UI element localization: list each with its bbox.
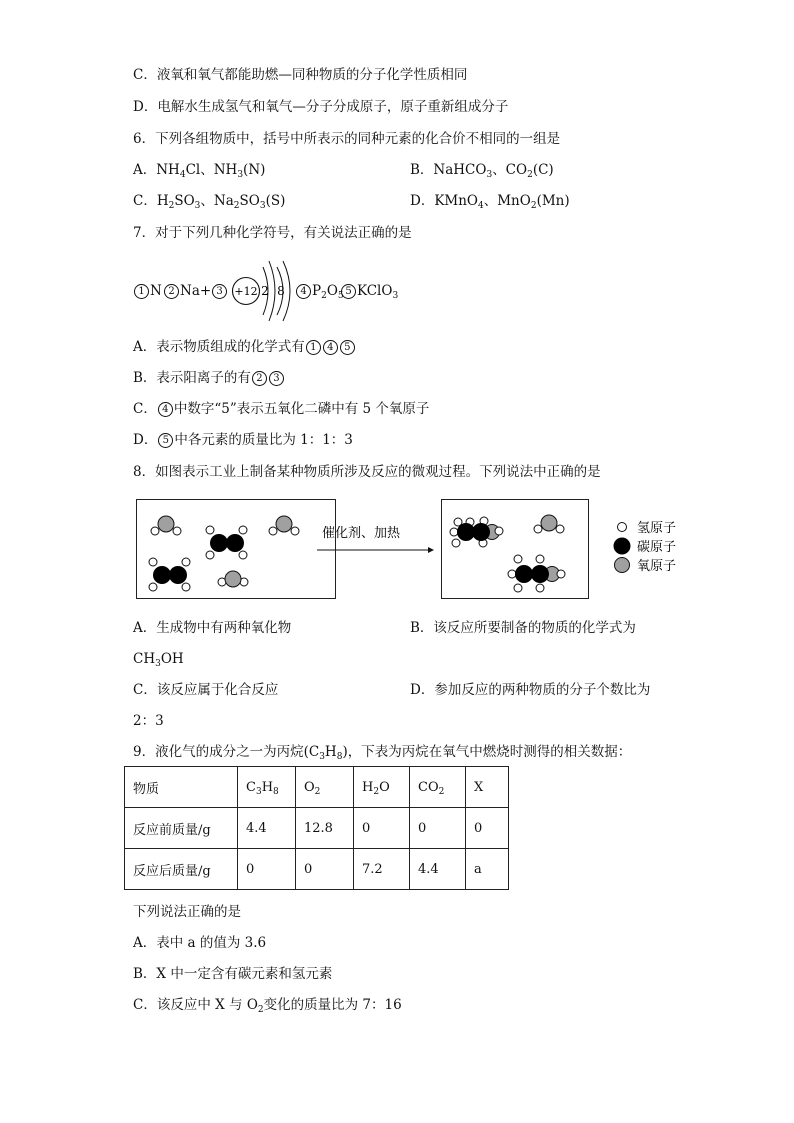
table-cell: a [466, 849, 509, 890]
table-header-row [125, 767, 509, 808]
legend-hydrogen [618, 521, 677, 536]
nucleus-charge: +12 [234, 285, 258, 298]
table-cell: 0 [410, 808, 466, 849]
shell-2-electrons: 8 [277, 284, 285, 298]
table-cell: 12.8 [296, 808, 354, 849]
table-cell: 0 [354, 808, 410, 849]
q9-stem: 9．液化气的成分之一为丙烷$(C_3H_8)$，下表为丙烷在氧气中燃烧时测得的相关数据： [133, 744, 632, 762]
table-cell: 0 [296, 849, 354, 890]
carbon-atom-icon [614, 538, 631, 555]
hydrogen-atom-icon [618, 523, 627, 532]
q7-symbols [133, 255, 453, 325]
q6-option-b: B．NaHCO$_3$、$CO_2(C)$ [410, 162, 554, 180]
svg-text:碳原子: 碳原子 [637, 540, 677, 555]
symbol-2: 2 Na+ [163, 282, 211, 300]
shell-1-electrons: 2 [261, 284, 269, 298]
q6-option-d: D．KMnO$_4$、MnO$_2$(Mn) [410, 193, 570, 211]
q8-option-c: C．该反应属于化合反应 [133, 682, 279, 698]
water-molecule-3 [218, 571, 248, 587]
water-molecule-1 [151, 516, 181, 535]
table-header-cell: $O_2$ [296, 767, 354, 808]
legend-carbon [614, 538, 677, 556]
table-cell: 4.4 [238, 808, 296, 849]
ethanol-molecule-2 [508, 555, 565, 592]
arrow-condition-label: 催化剂、加热 [322, 526, 401, 541]
table-cell: 0 [466, 808, 509, 849]
q8-stem: 8．如图表示工业上制备某种物质所涉及反应的微观过程。下列说法中正确的是 [133, 464, 601, 480]
q9-option-b: B．X 中一定含有碳元素和氢元素 [133, 966, 333, 982]
q7-option-d: D． 5 中各元素的质量比为 1：1：3 [133, 432, 353, 448]
symbol-4: 4 $P_2O_5$ [295, 282, 344, 300]
svg-text:氢原子: 氢原子 [637, 521, 677, 536]
symbol-3-number: 3 [211, 282, 228, 300]
table-row [125, 849, 509, 890]
symbol-5: 5 KClO$_3$ [340, 282, 398, 300]
table-header-cell: $C_3H_8$ [238, 767, 296, 808]
q8-option-d: D．参加反应的两种物质的分子个数比为 [410, 682, 651, 698]
q8-option-b: B．该反应所要制备的物质的化学式为 [410, 620, 636, 636]
table-cell: 4.4 [410, 849, 466, 890]
table-header-cell: 物质 [125, 767, 238, 808]
q9-option-c: C．该反应中 X 与 $O_2$变化的质量比为 7：16 [133, 997, 402, 1015]
q5-option-d: D．电解水生成氢气和氧气—分子分成原子，原子重新组成分子 [133, 99, 509, 115]
magnesium-ion-structure-diagram [229, 255, 299, 325]
svg-text:氧原子: 氧原子 [637, 559, 677, 574]
q7-option-c: C． 4 中数字“5”表示五氧化二磷中有 5 个氧原子 [133, 401, 430, 417]
q6-stem: 6．下列各组物质中，括号中所表示的同种元素的化合价不相同的一组是 [133, 131, 561, 147]
shell-arc-1b [269, 261, 275, 321]
ethanol-molecule-1 [450, 517, 503, 547]
q9-after-table: 下列说法正确的是 [133, 904, 241, 920]
water-molecule-2 [269, 516, 299, 535]
q9-option-a: A．表中 a 的值为 3.6 [133, 935, 267, 951]
q8-option-d-ratio: 2：3 [133, 713, 164, 729]
q6-option-a: A．$NH_4Cl$、$NH_3(N)$ [133, 162, 266, 180]
water-molecule-product [534, 515, 564, 533]
table-header-cell: $H_2O$ [354, 767, 410, 808]
reaction-diagram [0, 495, 794, 605]
ethylene-molecule-2 [149, 558, 190, 591]
q7-option-a: A．表示物质组成的化学式有 1 4 5 [133, 338, 356, 356]
q7-stem: 7．对于下列几种化学符号，有关说法正确的是 [133, 225, 412, 241]
ethylene-molecule-1 [206, 526, 247, 559]
q8-option-a: A．生成物中有两种氧化物 [133, 620, 292, 636]
table-cell: 0 [238, 849, 296, 890]
oxygen-atom-icon [615, 558, 630, 573]
arrow-head-icon [428, 547, 434, 553]
table-cell: 反应前质量/g [125, 808, 238, 849]
table-cell: 反应后质量/g [125, 849, 238, 890]
table-header-cell: X [466, 767, 509, 808]
q7-option-b: B．表示阳离子的有 2 3 [133, 369, 285, 387]
q5-option-c: C．液氧和氧气都能助燃—同种物质的分子化学性质相同 [133, 67, 468, 83]
symbol-1: 1 N [133, 282, 162, 300]
legend-oxygen [615, 558, 677, 575]
table-cell: 7.2 [354, 849, 410, 890]
q8-option-b-formula: $CH_3OH$ [133, 651, 184, 669]
q6-option-c: C．$H_2SO_3$、$Na_2SO_3(S)$ [133, 193, 286, 211]
table-row [125, 808, 509, 849]
table-header-cell: $CO_2$ [410, 767, 466, 808]
q9-data-table [124, 766, 509, 890]
